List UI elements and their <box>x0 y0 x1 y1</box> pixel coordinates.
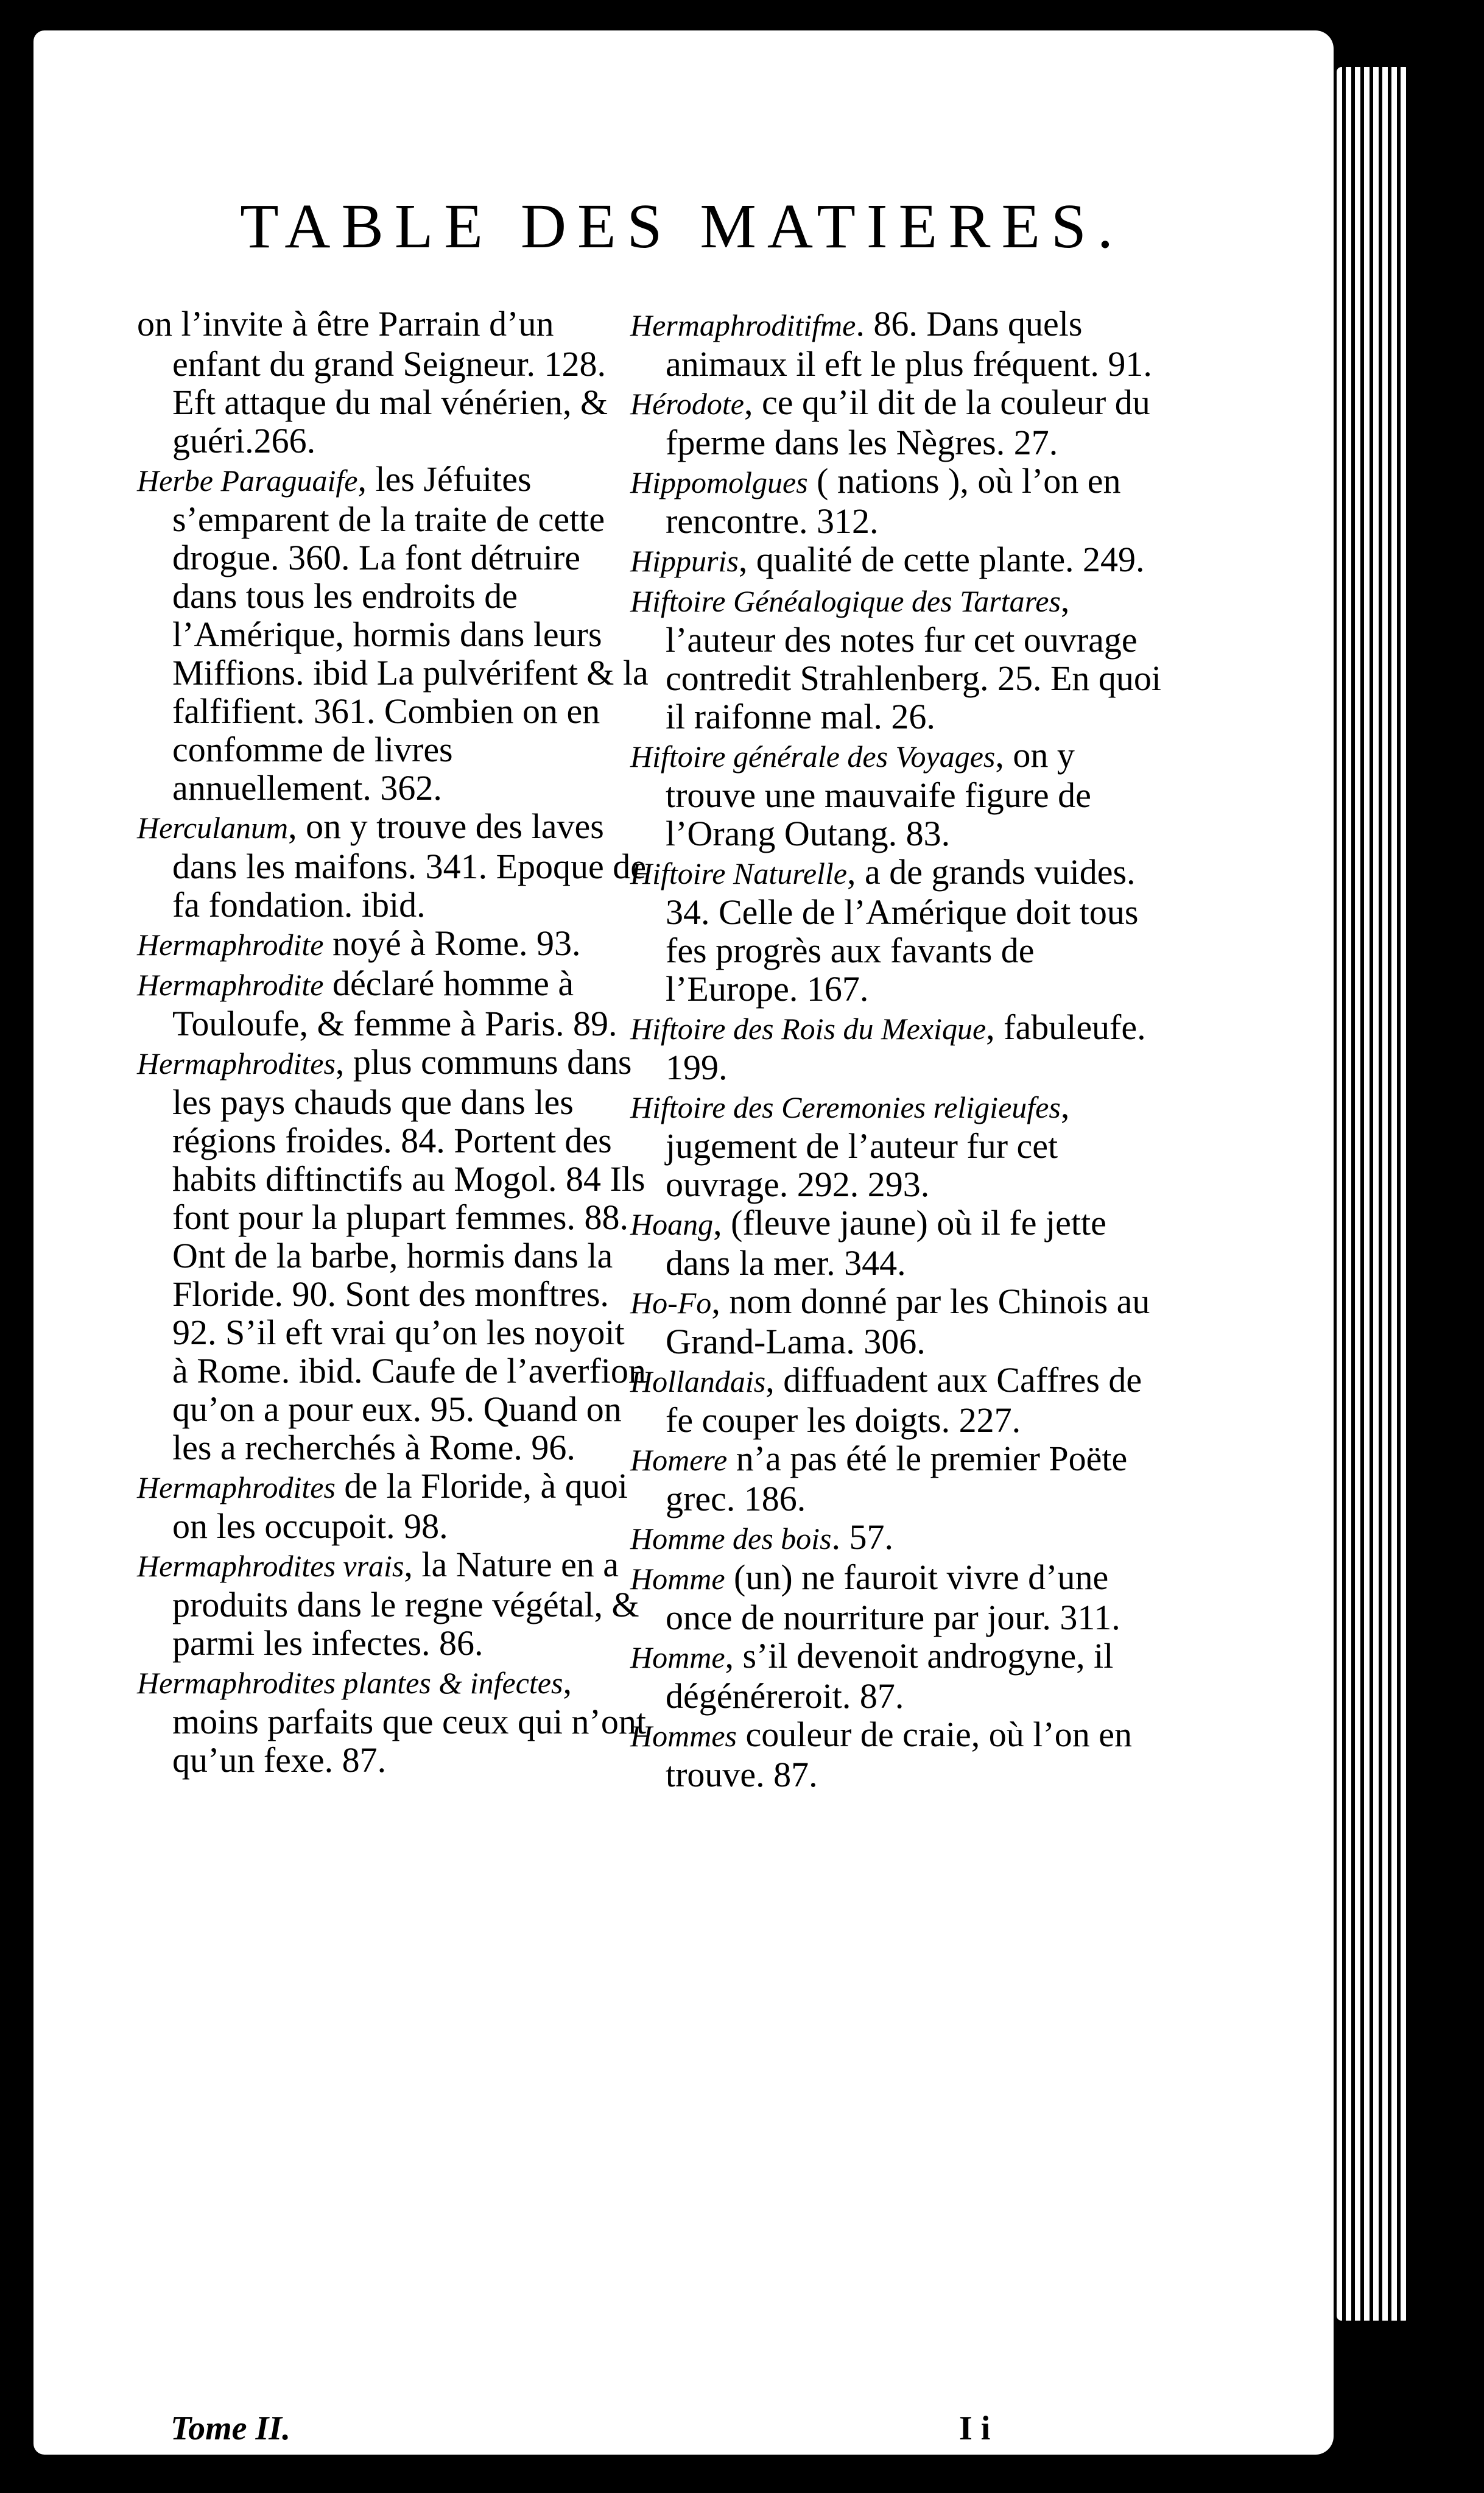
entry-text: . 86. Dans quels animaux il eft le plus fréquent. 91. <box>666 304 1152 384</box>
entry-term: Hoang <box>630 1207 714 1241</box>
index-entry <box>137 1043 649 1467</box>
entry-term: Hermaphroditifme <box>630 308 856 342</box>
entry-text: , fabuleufe. 199. <box>666 1007 1146 1087</box>
entry-term: Hermaphrodites plantes & infectes <box>137 1666 563 1700</box>
entry-text: , l’auteur des notes fur cet ouvrage contredit Strahlenberg. 25. En quoi il raifonne mal. 26. <box>666 580 1161 736</box>
index-column-left <box>137 305 649 1779</box>
entry-text: , plus communs dans les pays chauds que dans les régions froides. 84. Portent des habits diftinctifs au Mogol. 84 Ils font pour la plupart femmes. 88. Ont de la barbe, hormis dans la Floride. 90. Sont des monftres. 92. S’il eft vrai qu’on les noyoit à Rome. ibid. Caufe de l’averfion qu’on a pour eux. 95. Quand on les a recherchés à Rome. 96. <box>172 1042 646 1467</box>
index-entry <box>630 305 1172 383</box>
entry-term: Hippuris <box>630 544 739 578</box>
entry-text: , a de grands vuides. 34. Celle de l’Amérique doit tous fes progrès aux favants de l’Europe. 167. <box>666 852 1139 1009</box>
index-entry <box>137 964 649 1043</box>
entry-text: , nom donné par les Chinois au Grand-Lama. 306. <box>666 1282 1150 1361</box>
signature-mark: Tome II. <box>171 2410 291 2447</box>
index-entry <box>137 1545 649 1662</box>
page-header-title: TABLE DES MATIERES. <box>240 191 1124 261</box>
entry-term: Hiftoire générale des Voyages <box>630 739 996 774</box>
entry-term: Hiftoire des Ceremonies religieufes <box>630 1090 1061 1124</box>
index-entry <box>630 1439 1172 1518</box>
entry-term: Hermaphrodites vrais <box>137 1549 404 1583</box>
index-entry <box>630 462 1172 540</box>
index-entry <box>630 1715 1172 1794</box>
index-entry <box>630 1637 1172 1715</box>
entry-text: , s’il devenoit androgyne, il dégénéreroit. 87. <box>666 1636 1114 1716</box>
entry-text: , moins parfaits que ceux qui n’ont qu’un fexe. 87. <box>172 1662 646 1780</box>
entry-term: Homme des bois <box>630 1522 832 1556</box>
index-entry <box>630 383 1172 462</box>
entry-term: Ho-Fo <box>630 1286 712 1320</box>
index-entry <box>630 1008 1172 1087</box>
entry-text: on l’invite à être Parrain d’un enfant du grand Seigneur. 128. Eft attaque du mal vénérien, & guéri.266. <box>137 304 608 460</box>
index-entry <box>630 1204 1172 1282</box>
book-page <box>33 30 1334 2455</box>
index-entry <box>137 460 649 807</box>
index-entry <box>137 305 649 460</box>
entry-term: Homme <box>630 1562 725 1596</box>
entry-text: , diffuadent aux Caffres de fe couper les doigts. 227. <box>666 1360 1142 1440</box>
entry-term: Hiftoire Naturelle <box>630 856 847 890</box>
entry-term: Hollandais <box>630 1364 766 1398</box>
entry-term: Herbe Paraguaife <box>137 464 358 498</box>
entry-text: couleur de craie, où l’on en trouve. 87. <box>666 1715 1132 1794</box>
entry-text: déclaré homme à Touloufe, & femme à Paris. 89. <box>172 964 617 1043</box>
entry-text: , on y trouve une mauvaife figure de l’Orang Outang. 83. <box>666 735 1091 853</box>
index-entry <box>137 924 649 964</box>
entry-term: Hermaphrodite <box>137 968 324 1002</box>
entry-term: Hermaphrodite <box>137 928 324 962</box>
index-entry <box>630 1361 1172 1439</box>
index-entry <box>630 580 1172 736</box>
entry-text: (un) ne fauroit vivre d’une once de nourriture par jour. 311. <box>666 1557 1120 1637</box>
entry-term: Hippomolgues <box>630 465 808 499</box>
entry-term: Hérodote <box>630 387 744 421</box>
index-entry <box>630 1518 1172 1558</box>
index-entry <box>630 1558 1172 1637</box>
index-entry <box>630 853 1172 1008</box>
entry-term: Herculanum <box>137 811 289 845</box>
entry-term: Homme <box>630 1640 725 1674</box>
entry-text: . 57. <box>831 1517 894 1557</box>
entry-text: , qualité de cette plante. 249. <box>738 540 1145 579</box>
catchword: I i <box>959 2410 991 2447</box>
entry-text: , jugement de l’auteur fur cet ouvrage. 292. 293. <box>666 1086 1070 1204</box>
entry-text: , ce qu’il dit de la couleur du fperme dans les Nègres. 27. <box>666 383 1150 462</box>
entry-text: de la Floride, à quoi on les occupoit. 98. <box>172 1466 628 1546</box>
entry-text: , (fleuve jaune) où il fe jette dans la mer. 344. <box>666 1203 1106 1283</box>
index-entry <box>137 1662 649 1779</box>
entry-text: , on y trouve des laves dans les maifons. 341. Epoque de fa fondation. ibid. <box>172 806 647 925</box>
index-entry <box>630 540 1172 580</box>
index-entry <box>630 736 1172 853</box>
entry-term: Homere <box>630 1443 728 1477</box>
entry-text: , la Nature en a produits dans le regne végétal, & parmi les infectes. 86. <box>172 1545 639 1663</box>
entry-text: ( nations ), où l’on en rencontre. 312. <box>666 461 1121 541</box>
entry-term: Hermaphrodites <box>137 1046 336 1081</box>
entry-term: Hermaphrodites <box>137 1470 336 1504</box>
index-entry <box>137 1467 649 1545</box>
index-entry <box>630 1087 1172 1204</box>
page-edges <box>1337 67 1410 2321</box>
entry-term: Hiftoire Généalogique des Tartares <box>630 584 1061 618</box>
index-column-right <box>630 305 1172 1794</box>
entry-text: n’a pas été le premier Poëte grec. 186. <box>666 1439 1128 1518</box>
entry-text: , les Jéfuites s’emparent de la traite de cette drogue. 360. La font détruire dans tous les endroits de l’Amérique, hormis dans leurs Miffions. ibid La pulvérifent & la falfifient. 361. Combien on en confomme de livres annuellement. 362. <box>172 459 649 808</box>
entry-text: noyé à Rome. 93. <box>323 923 581 963</box>
entry-term: Hiftoire des Rois du Mexique <box>630 1012 986 1046</box>
index-entry <box>137 807 649 924</box>
entry-term: Hommes <box>630 1719 737 1753</box>
index-entry <box>630 1282 1172 1361</box>
